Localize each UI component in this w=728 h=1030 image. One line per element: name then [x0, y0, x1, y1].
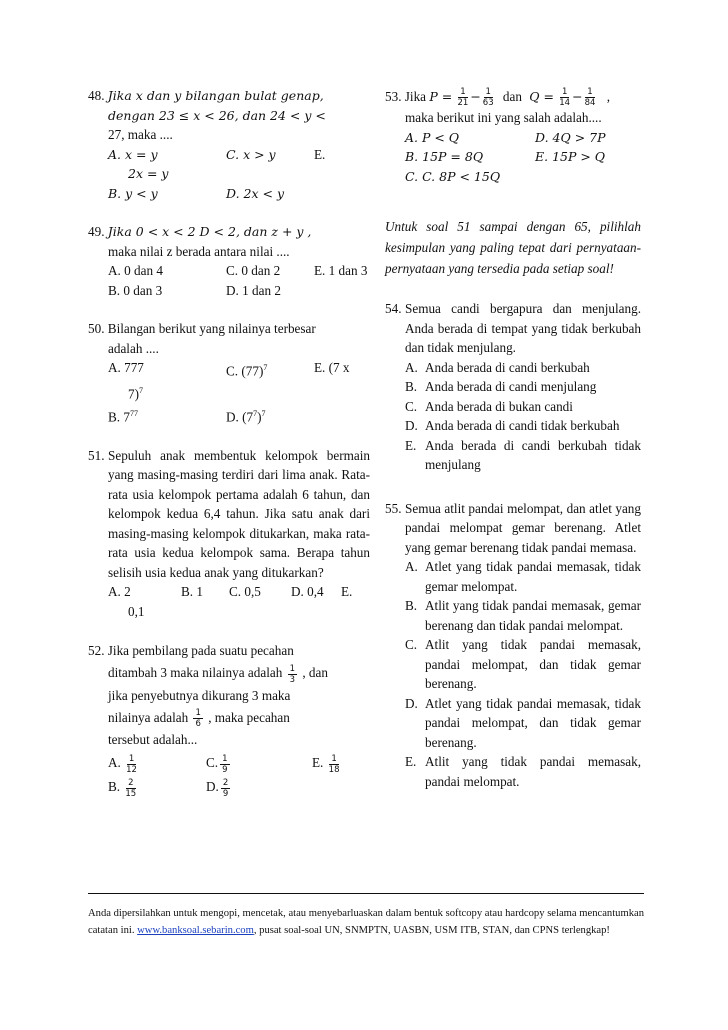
numerator: 1: [460, 87, 466, 98]
denominator: 9: [222, 764, 228, 775]
option-a: [108, 751, 206, 775]
option-e: [385, 752, 641, 791]
option-e-exponent: 7: [139, 385, 143, 395]
question-text: Semua atlit pandai melompat, dan atlet yang pandai melompat gemar berenang. Atlet yang gemar berenang tidak pandai memasa.: [405, 500, 641, 555]
option-d-paren: ): [257, 409, 262, 425]
math-expression: Q =: [529, 89, 554, 104]
option-text: Atlit yang tidak pandai memasak, pandai melompat, dan tidak gemar berenang.: [425, 637, 641, 692]
option-text: Atlet yang tidak pandai memasak, tidak pandai melompat, dan tidak gemar berenang.: [425, 695, 641, 750]
option-e-continued: [88, 381, 370, 404]
fraction: [559, 87, 570, 108]
options-row: [88, 281, 370, 301]
fraction: [288, 664, 297, 685]
numerator: 1: [289, 663, 296, 674]
question-text: maka berikut ini yang salah adalah....: [405, 110, 602, 126]
numerator: 1: [587, 87, 593, 98]
denominator: 9: [222, 788, 229, 799]
option-e: E. (7 x: [314, 360, 350, 375]
option-label: E.: [312, 755, 324, 771]
option-a: A. 777: [108, 360, 144, 375]
option-e: [385, 436, 641, 475]
option-c: [206, 751, 312, 775]
option-c: [226, 358, 314, 381]
option-text: Anda berada di candi berkubah tidak menjulang: [425, 437, 641, 473]
question-text: Jika pembilang pada suatu pecahan: [107, 643, 294, 659]
option-b: B. y < y: [108, 185, 158, 201]
question-text-line: [385, 86, 641, 108]
question-text: nilainya adalah: [108, 709, 189, 725]
right-column: [385, 86, 641, 810]
option-text: Anda berada di candi berkubah: [425, 359, 590, 375]
option-c: [385, 635, 641, 694]
denominator: 84: [584, 98, 596, 109]
question-text: ditambah 3 maka nilainya adalah: [108, 665, 283, 681]
question-text-line: [88, 707, 370, 729]
option-d: D. 2x < y: [226, 185, 285, 201]
option-label: C.: [405, 398, 418, 414]
numerator: 1: [195, 708, 201, 719]
question-text: Jika x dan y bilangan bulat genap,: [107, 88, 324, 103]
denominator: 3: [289, 674, 296, 685]
instruction: Untuk soal 51 sampai dengan 65, pilihlah kesimpulan yang paling tepat dari pernyataan- pernyataan yang tersedia pada setiap soal!: [385, 219, 641, 277]
question-number: 51.: [88, 447, 105, 463]
numerator: 1: [222, 753, 228, 764]
numerator: 1: [561, 87, 568, 98]
fraction: [483, 87, 494, 108]
options-row: [88, 261, 370, 281]
option-c: C. C. 8P < 15Q: [405, 168, 501, 184]
question-52: [88, 640, 370, 799]
option-a: A. 2: [108, 584, 131, 600]
option-c: C. x > y: [226, 146, 276, 162]
numerator: 1: [128, 753, 135, 764]
fraction: [220, 754, 229, 775]
option-text: Atlit yang tidak pandai memasak, gemar berenang dan tidak pandai melompat.: [425, 598, 641, 633]
option-label: D.: [206, 779, 219, 795]
denominator: 63: [482, 98, 494, 109]
fraction: [126, 754, 137, 775]
question-number: 48.: [88, 88, 105, 103]
option-text: Anda berada di bukan candi: [425, 398, 573, 414]
question-number: 50.: [88, 321, 105, 336]
option-e-continued: 0,1: [128, 603, 145, 619]
fraction: [457, 87, 468, 108]
option-text: Atlit yang tidak pandai memasak, pandai melompat.: [425, 754, 641, 789]
option-c-exponent: 7: [263, 363, 268, 372]
option-d: D. 1 dan 2: [226, 282, 281, 298]
punctuation: ,: [606, 89, 610, 104]
option-d-inner-exponent: 7: [253, 408, 258, 418]
options-row: [88, 775, 370, 799]
numerator: 2: [222, 777, 229, 788]
question-50: [88, 319, 370, 427]
question-text: Semua candi bergapura dan menjulang. Anda berada di tempat yang tidak berkubah dan tidak menjulang.: [405, 301, 641, 356]
question-text: adalah ....: [108, 340, 159, 356]
option-c: [385, 397, 641, 417]
option-d-base: D. (7: [226, 409, 254, 425]
option-a: A. P < Q: [405, 129, 460, 145]
math-expression: P =: [429, 89, 453, 104]
options-row: [385, 128, 641, 148]
option-e: E.: [314, 146, 326, 162]
option-a: A. x = y: [108, 146, 158, 162]
question-text: , dan: [302, 665, 328, 681]
option-label: B.: [405, 598, 418, 614]
numerator: 2: [128, 777, 134, 788]
denominator: 15: [125, 788, 137, 799]
denominator: 12: [126, 764, 137, 775]
denominator: 18: [328, 764, 340, 775]
options-row: [88, 145, 370, 165]
question-51: [88, 446, 370, 622]
option-e: E.: [341, 584, 353, 600]
option-c: C. 0,5: [229, 584, 261, 600]
option-text: Anda berada di candi tidak berkubah: [425, 418, 620, 434]
option-d: [385, 416, 641, 436]
option-label: B.: [108, 779, 121, 795]
option-d: D. 4Q > 7P: [535, 129, 606, 145]
option-label: A.: [108, 755, 121, 771]
question-text: dan: [502, 89, 522, 104]
question-number: 55.: [385, 500, 402, 516]
option-b: [385, 377, 641, 397]
options-row: [88, 404, 370, 427]
question-text: Jika: [404, 89, 427, 104]
question-number: 54.: [385, 301, 402, 317]
option-label: C.: [206, 755, 219, 771]
fraction: [193, 708, 202, 729]
option-b: [385, 596, 641, 635]
option-b: [108, 775, 206, 799]
question-text: Sepuluh anak membentuk kelompok bermain yang masing-masing terdiri dari lima anak. Rata-rata usia kelompok pertama adalah 6 tahun, dan kelompok kedua 6,4 tahun. Jika satu anak dari masing-masing kelompok ditukarkan, maka rata-rata usia kedua kelompok sama. Berapa tahun selisih usia kedua anak yang ditukarkan?: [108, 447, 370, 580]
numerator: 1: [485, 87, 491, 98]
question-text-line: [88, 662, 370, 684]
question-number: 49.: [88, 224, 105, 239]
footer-text: , pusat soal-soal UN, SNMPTN, UASBN, USM ITB, STAN, dan CPNS terlengkap!: [253, 925, 610, 936]
numerator: 1: [331, 753, 337, 764]
question-54: [385, 299, 641, 475]
option-label: A.: [405, 359, 418, 375]
footer-divider: [88, 893, 644, 894]
option-b: B. 15P = 8Q: [405, 149, 484, 165]
options-row: [88, 751, 370, 775]
question-text: 27, maka ....: [108, 127, 173, 142]
option-label: B.: [405, 379, 418, 395]
option-b-exponent: 77: [129, 408, 138, 418]
option-label: D.: [405, 418, 418, 434]
option-d-outer-exponent: 7: [261, 408, 266, 418]
denominator: 6: [195, 719, 201, 730]
question-53: [385, 86, 641, 186]
footer-link[interactable]: www.banksoal.sebarin.com: [137, 925, 254, 936]
option-label: A.: [405, 559, 418, 575]
option-label: E.: [405, 754, 417, 770]
option-label: E.: [405, 437, 417, 453]
question-number: 53.: [385, 89, 402, 104]
option-c-base: C. (77): [226, 363, 264, 379]
question-number: 52.: [88, 643, 105, 659]
options-row: [88, 582, 370, 602]
options-row: [88, 358, 370, 381]
options-row: [88, 184, 370, 204]
option-d: D. 0,4: [291, 584, 324, 600]
option-label: D.: [405, 695, 418, 711]
option-e: [312, 751, 372, 775]
option-e: E. 1 dan 3: [314, 263, 368, 278]
left-column: [88, 86, 370, 818]
question-text: , maka pecahan: [208, 709, 290, 725]
fraction: [329, 754, 340, 775]
option-b: B. 1: [181, 584, 203, 600]
question-text: tersebut adalah...: [108, 732, 198, 748]
question-text: jika penyebutnya dikurang 3 maka: [108, 687, 291, 703]
option-d: [206, 775, 312, 799]
option-a: [385, 557, 641, 596]
minus-sign: −: [470, 89, 481, 104]
question-48: [88, 86, 370, 203]
option-a: A. 0 dan 4: [108, 263, 163, 278]
fraction: [125, 778, 136, 799]
option-a: [385, 358, 641, 378]
question-text: dengan 23 ≤ x < 26, dan 24 < y <: [108, 107, 326, 123]
footer-note: [88, 905, 644, 939]
option-e-base: 7): [128, 386, 139, 402]
option-text: Anda berada di candi menjulang: [425, 379, 597, 395]
option-c: C. 0 dan 2: [226, 263, 281, 278]
denominator: 21: [457, 98, 469, 109]
question-text: maka nilai z berada antara nilai ....: [108, 243, 290, 259]
option-b-base: B. 7: [108, 409, 130, 425]
options-row: [385, 147, 641, 167]
fraction: [585, 87, 596, 108]
question-text: Jika 0 < x < 2 D < 2, dan z + y ,: [107, 224, 312, 239]
option-d: [385, 694, 641, 753]
fraction: [221, 778, 230, 799]
question-55: [385, 499, 641, 792]
option-b: B. 0 dan 3: [108, 282, 163, 298]
option-d: [226, 404, 314, 427]
option-e: E. 15P > Q: [535, 149, 606, 165]
denominator: 14: [559, 98, 571, 109]
option-e-continued: 2x = y: [128, 166, 169, 181]
footer-text: Anda dipersilahkan untuk mengopi, mencetak, atau menyebarluaskan dalam bentuk softcopy atau hardcopy selama mencantumkan catatan ini.: [88, 908, 644, 936]
question-49: [88, 222, 370, 300]
option-b: [108, 404, 226, 427]
option-label: C.: [405, 637, 418, 653]
option-text: Atlet yang tidak pandai memasak, tidak gemar melompat.: [425, 559, 641, 594]
minus-sign: −: [572, 89, 583, 104]
question-text: Bilangan berikut yang nilainya terbesar: [107, 321, 316, 336]
